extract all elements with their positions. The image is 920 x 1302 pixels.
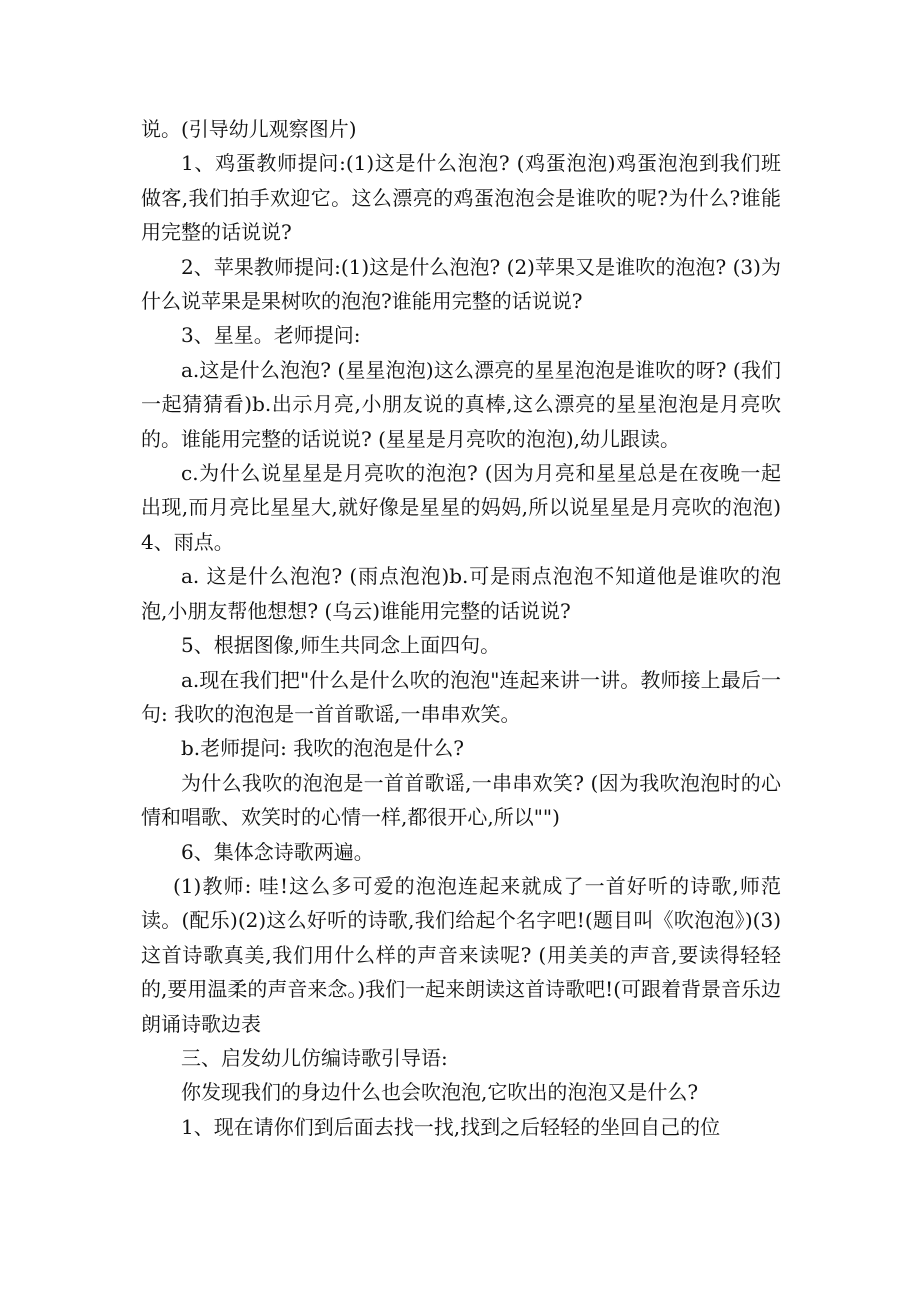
paragraph-step-6: 6、集体念诗歌两遍。 <box>181 839 374 864</box>
paragraph-star-heading: 3、星星。老师提问: <box>181 323 361 348</box>
paragraph-egg: 1、鸡蛋教师提问:(1)这是什么泡泡? (鸡蛋泡泡)鸡蛋泡泡到我们班做客,我们拍手欢迎它。这么漂亮的鸡蛋泡泡会是谁吹的呢?为什么?谁能用完整的话说说? <box>141 151 781 245</box>
paragraph-step-5a: a.现在我们把"什么是什么吹的泡泡"连起来讲一讲。教师接上最后一句: 我吹的泡泡是一首首歌谣,一串串欢笑。 <box>141 667 781 726</box>
document-body <box>141 112 841 1144</box>
paragraph-step-5: 5、根据图像,师生共同念上面四句。 <box>181 633 501 658</box>
paragraph-step-6-detail: (1)教师: 哇!这么多可爱的泡泡连起来就成了一首好听的诗歌,师范读。(配乐)(2)这么好听的诗歌,我们给起个名字吧!(题目叫《吹泡泡》)(3)这首诗歌真美,我们用什么样的声音来读呢? (用美美的声音,要读得轻轻的,要用温柔的声音来念。)我们一起来朗读这首诗歌吧!(可跟着背景音乐边朗诵诗歌边表 <box>141 873 781 1036</box>
paragraph-raindrop: a. 这是什么泡泡? (雨点泡泡)b.可是雨点泡泡不知道他是谁吹的泡泡,小朋友帮他想想? (乌云)谁能用完整的话说说? <box>141 564 781 623</box>
paragraph-star-c: c.为什么说星星是月亮吹的泡泡? (因为月亮和星星总是在夜晚一起出现,而月亮比星星大,就好像是星星的妈妈,所以说星星是月亮吹的泡泡) 4、雨点。 <box>141 461 841 554</box>
paragraph-step-5b: b.老师提问: 我吹的泡泡是什么? <box>181 736 464 761</box>
paragraph-why: 为什么我吹的泡泡是一首首歌谣,一串串欢笑? (因为我吹泡泡时的心情和唱歌、欢笑时的心情一样,都很开心,所以"") <box>141 770 781 830</box>
paragraph-star-a: a.这是什么泡泡? (星星泡泡)这么漂亮的星星泡泡是谁吹的呀? (我们一起猜猜看)b.出示月亮,小朋友说的真棒,这么漂亮的星星泡泡是月亮吹的。谁能用完整的话说说? (星星是月亮吹的泡泡),幼儿跟读。 <box>141 357 781 451</box>
paragraph-intro: 说。(引导幼儿观察图片) <box>141 117 357 141</box>
section-heading-3: 三、启发幼儿仿编诗歌引导语: <box>181 1045 448 1070</box>
paragraph-find: 1、现在请你们到后面去找一找,找到之后轻轻的坐回自己的位 <box>181 1114 721 1139</box>
paragraph-apple: 2、苹果教师提问:(1)这是什么泡泡? (2)苹果又是谁吹的泡泡? (3)为什么说苹果是果树吹的泡泡?谁能用完整的话说说? <box>141 254 781 314</box>
paragraph-guide: 你发现我们的身边什么也会吹泡泡,它吹出的泡泡又是什么? <box>181 1080 699 1105</box>
